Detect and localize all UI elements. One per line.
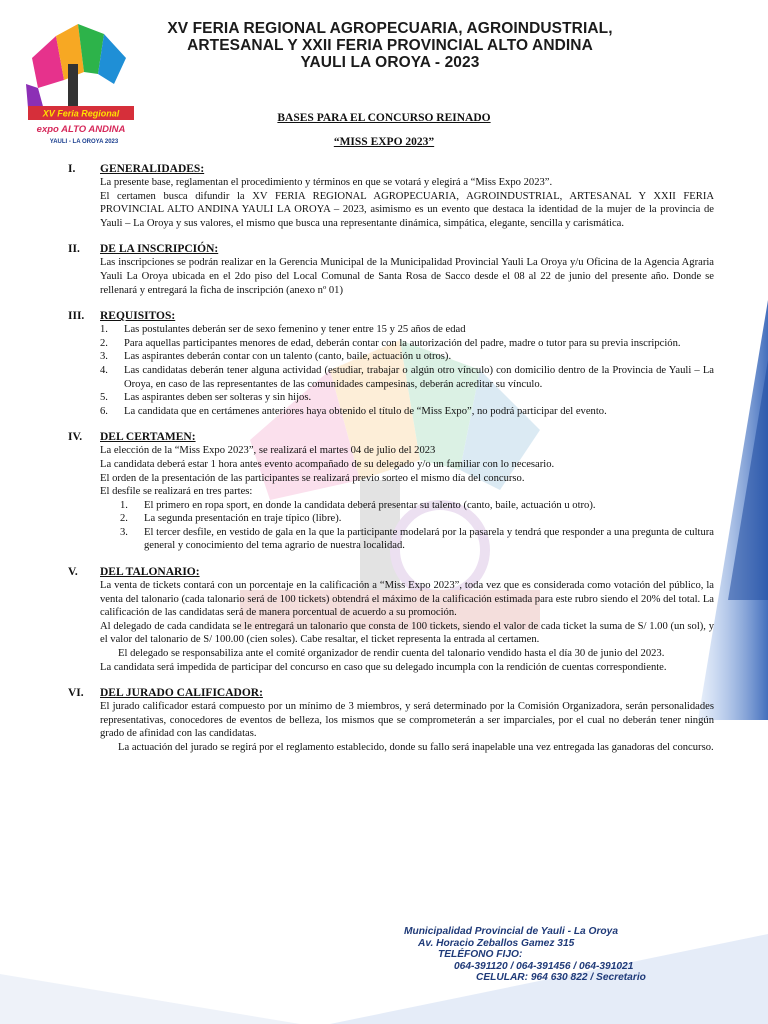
logo-line3: YAULI - LA OROYA 2023 (49, 139, 119, 145)
paragraph: La candidata deberá estar 1 hora antes evento acompañado de su delegado y/o un familiar con lo necesario. (100, 458, 555, 470)
list-item: 3. Las aspirantes deberán contar con un talento (canto, baile, actuación u otros). (100, 351, 452, 363)
section-certamen (68, 430, 714, 553)
paragraph: El desfile se realizará en tres partes: (100, 486, 253, 498)
paragraph: Las inscripciones se podrán realizar en la Gerencia Municipal de la Municipalidad Provincial Yauli La Oroya y/u Oficina de la Agencia Agraria Yauli La Oroya ubicada en el 2do piso del Local Comunal de Santa Rosa de Sacco desde el 08 al 22 de junio del presente año. Donde se rellenará y entregará la ficha de inscripción (anexo nº 01) (100, 257, 714, 296)
paragraph: La presente base, reglamentan el procedimiento y términos en que se votará y elegirá a “Miss Expo 2023”. (100, 177, 553, 188)
municipality-footer (404, 926, 704, 984)
section-requisitos (68, 309, 714, 418)
paragraph: La actuación del jurado se regirá por el reglamento establecido, donde su fallo será inapelable una vez entregada las ganadoras del concurso. (118, 742, 714, 753)
section-number: IV. (68, 431, 83, 444)
footer-line-3: TELÉFONO FIJO: (438, 949, 523, 961)
paragraph: El certamen busca difundir la XV FERIA REGIONAL AGROPECUARIA, AGROINDUSTRIAL, ARTESANAL Y XXII FERIA PROVINCIAL ALTO ANDINA YAULI LA OROYA – 2023, asimismo es un evento que destaca la identidad de la mujer de la provincia de Yauli – La Oroya y sus valores, el mismo que busca una representante dinámica, simpática, elegante, sencilla y carismática. (100, 190, 714, 229)
paragraph: La candidata será impedida de participar del concurso en caso que su delegado incumpla con la rendición de cuentas correspondiente. (100, 661, 667, 673)
paragraph: El delegado se responsabiliza ante el comité organizador de rendir cuenta del talonario vendido hasta el día 30 de junio del 2023. (118, 648, 665, 660)
paragraph: La elección de la “Miss Expo 2023”, se realizará el martes 04 de julio del 2023 (100, 445, 436, 457)
document-body (68, 162, 714, 767)
section-number: I. (68, 163, 76, 175)
list-item: 1. El primero en ropa sport, en donde la candidata deberá presentar su talento (canto, baile, actuación u otro). (120, 499, 596, 511)
document-subtitle: “MISS EXPO 2023” (333, 136, 435, 148)
section-number: II. (68, 243, 80, 256)
section-title: DE LA INSCRIPCIÓN: (100, 243, 219, 256)
list-item: 2. La segunda presentación en traje típico (libre). (120, 513, 342, 525)
footer-line-1: Municipalidad Provincial de Yauli - La Oroya (404, 926, 618, 937)
section-title: DEL TALONARIO: (100, 566, 200, 579)
footer-line-5: CELULAR: 964 630 822 / Secretario (476, 972, 646, 984)
footer-line-2: Av. Horacio Zeballos Gamez 315 (418, 937, 575, 949)
section-title: DEL JURADO CALIFICADOR: (100, 687, 263, 700)
list-item: 2. Para aquellas participantes menores de edad, deberán contar con la autorización del padre, madre o tutor para su previa inscripción. (100, 337, 681, 349)
footer-line-4: 064-391120 / 064-391456 / 064-391021 (454, 960, 634, 972)
section-title: REQUISITOS: (100, 310, 176, 323)
section-jurado (68, 686, 714, 754)
logo-line2: expo ALTO ANDINA (36, 124, 126, 135)
section-title: DEL CERTAMEN: (100, 431, 196, 444)
paragraph: El jurado calificador estará compuesto por un mínimo de 3 miembros, y será determinado por la Comisión Organizadora, serán personalidades representativas, conocedores de eventos de belleza, los mismos que se comprometerán a ser imparciales, por el cual no deberán tener ningún grado de afinidad con las candidatas. (100, 701, 714, 740)
list-item: 5. Las aspirantes deben ser solteras y sin hijos. (100, 392, 312, 404)
section-title: GENERALIDADES: (100, 163, 205, 175)
section-generalidades (68, 162, 714, 230)
section-number: VI. (68, 687, 84, 700)
section-number: V. (68, 566, 78, 579)
list-item: 6. La candidata que en certámenes anteriores haya obtenido el título de “Miss Expo”, no podrá participar del evento. (100, 405, 607, 417)
document-title: BASES PARA EL CONCURSO REINADO (277, 112, 491, 124)
paragraph: La venta de tickets contará con un porcentaje en la calificación a “Miss Expo 2023”, toda vez que es considerada como votación del público, la venta del talonario (cada talonario será de 100 tickets) obtendrá el máximo de la calificación estimada para este rubro siendo el 20% del total. La calificación de las candidatas será de manera porcentual de acuerdo a su promoción. (100, 580, 714, 619)
logo-line1: XV Feria Regional (42, 108, 120, 119)
expo-alto-andina-logo (22, 18, 140, 150)
header-line-3: YAULI LA OROYA - 2023 (300, 54, 480, 71)
event-header (160, 20, 620, 71)
section-inscripcion (68, 242, 714, 297)
list-item: 4. Las candidatas deberán tener alguna actividad (estudiar, trabajar o algún otro vínculo) con domicilio dentro de la Provincia de Yauli – La Oroya, en caso de las representantes de las comunidades campesinas, deberán acreditar su vínculo. (100, 364, 714, 390)
header-line-2: ARTESANAL Y XXII FERIA PROVINCIAL ALTO ANDINA (187, 37, 593, 54)
section-number: III. (68, 310, 85, 323)
paragraph: Al delegado de cada candidata se le entregará un talonario que consta de 100 tickets, siendo el valor de cada ticket la suma de S/ 1.00 (un sol), y el valor del talonario de S/ 100.00 (cien soles). Cabe resaltar, el ticket representa la entrada al certamen. (100, 620, 714, 646)
list-item: 3. El tercer desfile, en vestido de gala en la que la participante modelará por la pasarela y tendrá que responder a una pregunta de cultura general y conocimiento del tema agrario de nuestra localidad. (120, 526, 714, 552)
section-talonario (68, 565, 714, 674)
header-line-1: XV FERIA REGIONAL AGROPECUARIA, AGROINDUSTRIAL, (167, 20, 613, 37)
paragraph: El orden de la presentación de las participantes se realizará previo sorteo el mismo día del concurso. (100, 472, 525, 484)
list-item: 1. Las postulantes deberán ser de sexo femenino y tener entre 15 y 25 años de edad (100, 324, 466, 336)
